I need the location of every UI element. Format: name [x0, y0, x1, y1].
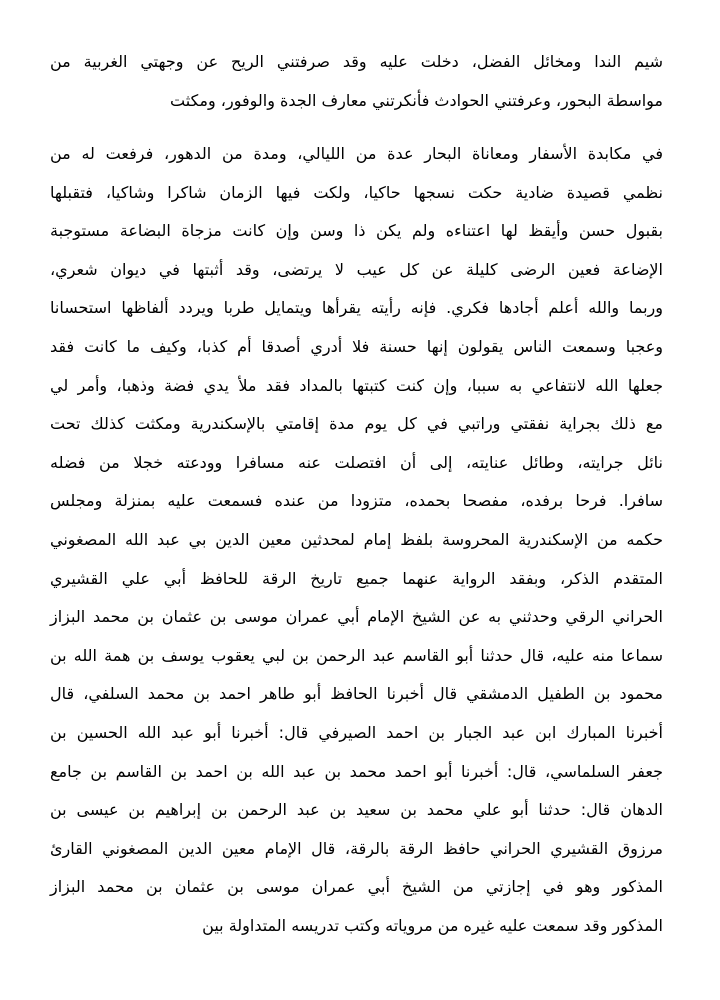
text-line: جعفر السلماسي، قال: أخبرنا أبو احمد محمد بن عبد الله بن احمد بن القاسم بن جامع [50, 761, 663, 781]
text-line: بقبول حسن وأيقظ لها اعتناءه ولم يكن ذا وسن وإن كانت مزجاة البضاعة مستوجبة [50, 221, 663, 241]
text-line: الدهان قال: حدثنا أبو علي محمد بن سعيد بن عبد الرحمن بن إبراهيم بن عيسى بن [50, 800, 663, 820]
text-line: نائل جرايته، وطائل عنايته، إلى أن افتصلت عنه مسافرا وودعته خجلا من فضله [50, 452, 663, 472]
text-line: في مكابدة الأسفار ومعاناة البحار عدة من الليالي، ومدة من الدهور، فرفعت له من [50, 144, 663, 163]
text-line: سافرا. فرحا برفده، مفصحا بحمده، متزودا من عنده فسمعت عليه بمنزلة ومجلس [50, 491, 663, 511]
text-line: نظمي قصيدة ضادية حكت نسجها حاكيا، ولكت فيها الزمان شاكرا وشاكيا، فتقبلها [50, 182, 663, 202]
text-line: وعجبا وسمعت الناس يقولون إنها حسنة فلا أدري أصدقا أم كذبا، وكيف ما كانت فقد [50, 336, 663, 356]
text-line: وربما والله أعلم أجادها فكري. فإنه رأيته يقرأها ويتمايل طربا ويردد ألفاظها استحسانا [50, 298, 663, 318]
text-line: المذكور وهو في إجازتي من الشيخ أبي عمران موسى بن عثمان بن محمد البزاز [50, 877, 663, 897]
text-line: حكمه من الإسكندرية المحروسة بلفظ إمام لمحدثين معين الدين بي عبد الله المصغوني [50, 529, 663, 549]
paragraph-1 [50, 43, 663, 120]
text-line: المتقدم الذكر، وبفقد الرواية عنهما جميع تاريخ الرقة للحافظ أبي علي القشيري [50, 568, 663, 588]
text-line: جعلها الله لانتفاعي به سببا، وإن كنت كتبتها بالمداد فقد ملأ يدي فضة وذهبا، وأمر لي [50, 375, 663, 395]
text-line: أخبرنا المبارك ابن عبد الجبار بن احمد الصيرفي قال: أخبرنا أبو عبد الله الحسين بن [50, 722, 663, 742]
text-line: مع ذلك بجراية نفقتي وراتبي في كل يوم مدة إقامتي بالإسكندرية ومكثت كذلك تحت [50, 414, 663, 434]
paragraph-2 [50, 135, 663, 945]
text-line: مرزوق القشيري الحراني حافظ الرقة بالرقة، قال الإمام معين الدين المصغوني القارئ [50, 838, 663, 858]
text-line: الحراني الرقي وحدثني به عن الشيخ الإمام أبي عمران موسى بن عثمان بن محمد البزاز [50, 607, 663, 627]
text-line: سماعا منه عليه، قال حدثنا أبو القاسم عبد الرحمن بن لبي يعقوب يوسف بن همة الله بن [50, 645, 663, 665]
text-line: محمود بن الطفيل الدمشقي قال أخبرنا الحافظ أبو طاهر احمد بن محمد السلفي، قال [50, 684, 663, 704]
text-line: الإضاعة فعين الرضى كليلة عن كل عيب لا يرتضى، وقد أثبتها في ديوان شعري، [50, 259, 663, 279]
text-line: مواسطة البحور، وعرفتني الحوادث فأنكرتني معارف الجدة والوفور، ومكثت [170, 90, 663, 110]
text-line: شيم الندا ومخائل الفضل، دخلت عليه وقد صرفتني الريح عن وجهتي الغربية من [50, 52, 663, 71]
text-line: المذكور وقد سمعت عليه غيره من مروياته وكتب تدريسه المتداولة بين [202, 915, 663, 935]
